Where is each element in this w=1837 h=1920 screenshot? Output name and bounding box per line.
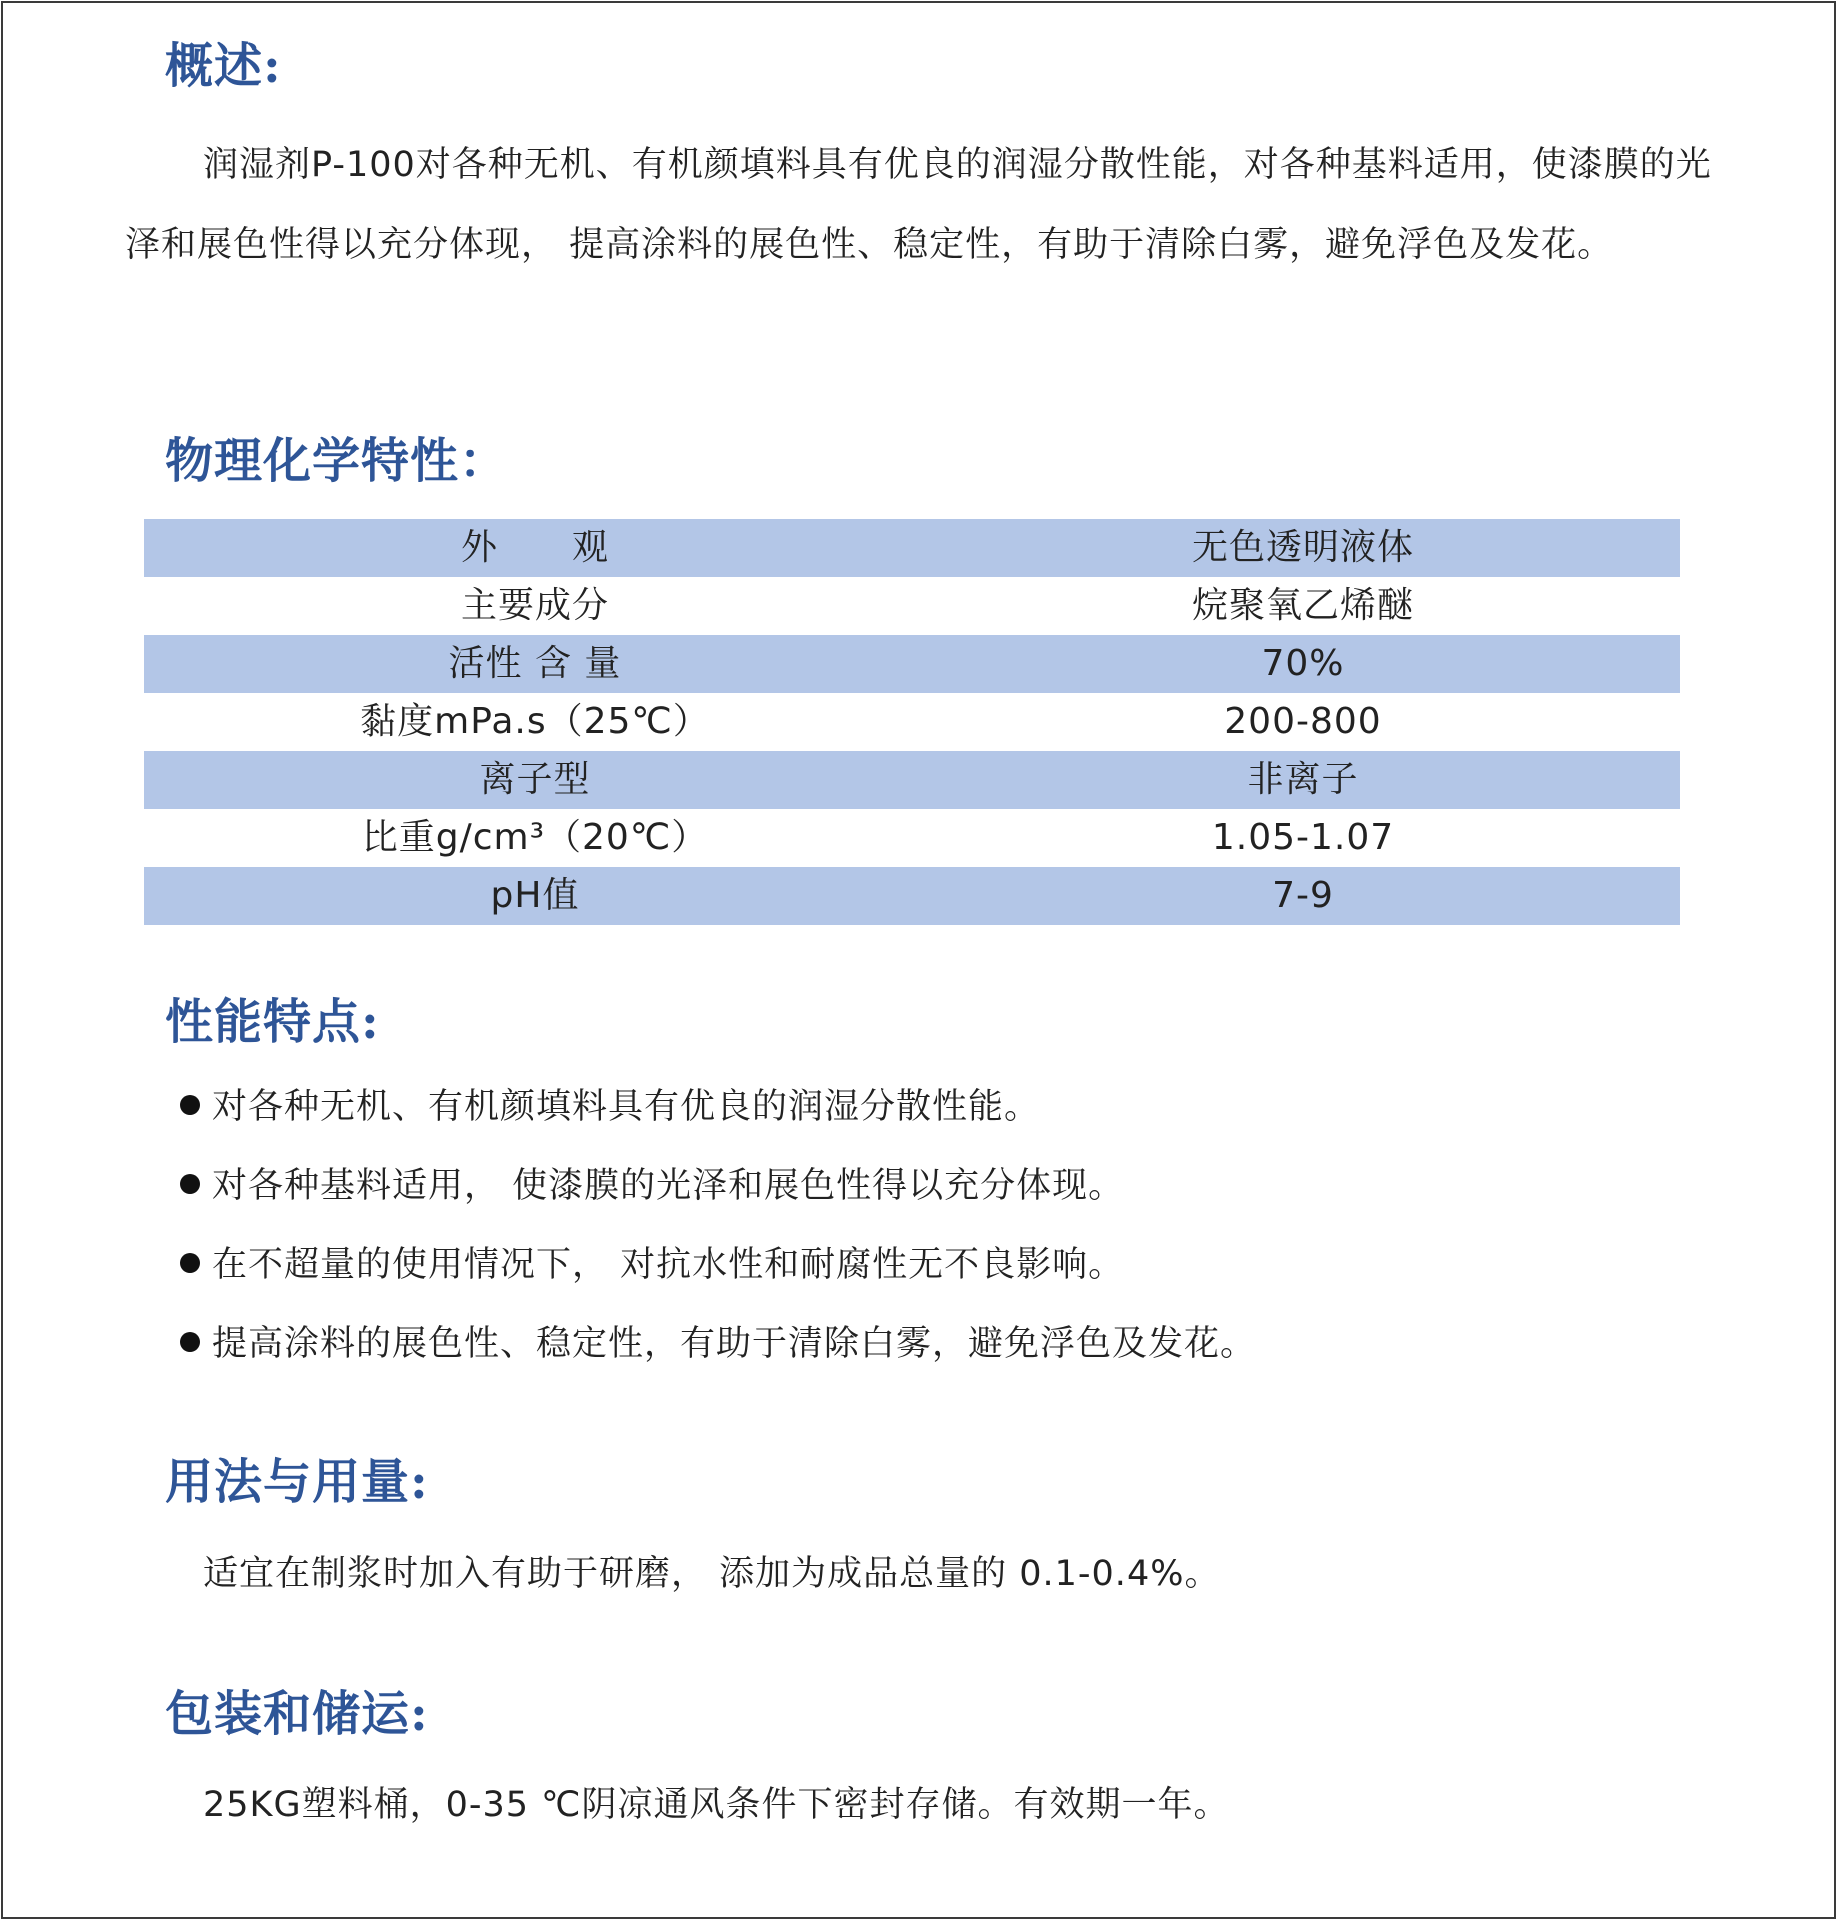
- property-label: 比重g/cm³（20℃）: [361, 817, 709, 858]
- list-item: [180, 1245, 1125, 1285]
- list-item: [180, 1324, 1257, 1364]
- overview-title: 概述:: [165, 38, 282, 94]
- table-row: [144, 809, 1680, 867]
- feature-text: 在不超量的使用情况下， 对抗水性和耐腐性无不良影响。: [212, 1245, 1125, 1285]
- property-value: 7-9: [1272, 875, 1334, 916]
- packaging-title: 包装和储运:: [165, 1686, 429, 1742]
- property-value: 烷聚氧乙烯醚: [1191, 585, 1414, 626]
- table-row: [144, 519, 1680, 577]
- property-label: 黏度mPa.s（25℃）: [360, 701, 710, 742]
- bullet-icon: [180, 1174, 200, 1194]
- list-item: [180, 1087, 1041, 1127]
- property-value: 无色透明液体: [1191, 527, 1414, 568]
- table-row: [144, 635, 1680, 693]
- bullet-icon: [180, 1332, 200, 1352]
- properties-table: [144, 519, 1680, 925]
- usage-title: 用法与用量:: [165, 1454, 429, 1510]
- feature-text: 对各种基料适用， 使漆膜的光泽和展色性得以充分体现。: [212, 1166, 1125, 1206]
- table-row: [144, 693, 1680, 751]
- property-value: 非离子: [1247, 759, 1359, 800]
- page-border: [1, 1, 1836, 1919]
- bullet-icon: [180, 1095, 200, 1115]
- property-value: 70%: [1261, 643, 1345, 684]
- property-label: 活性 含 量: [448, 643, 622, 684]
- features-title: 性能特点:: [165, 994, 380, 1050]
- property-label: 主要成分: [460, 585, 609, 626]
- usage-text: 适宜在制浆时加入有助于研磨， 添加为成品总量的 0.1-0.4%。: [203, 1554, 1221, 1594]
- list-item: [180, 1166, 1125, 1206]
- property-value: 200-800: [1224, 701, 1382, 742]
- table-row: [144, 867, 1680, 925]
- packaging-text: 25KG塑料桶，0-35 ℃阴凉通风条件下密封存储。有效期一年。: [203, 1785, 1230, 1825]
- table-row: [144, 751, 1680, 809]
- property-label: 外 观: [460, 527, 609, 568]
- bullet-icon: [180, 1253, 200, 1273]
- feature-text: 对各种无机、有机颜填料具有优良的润湿分散性能。: [212, 1087, 1041, 1127]
- feature-text: 提高涂料的展色性、稳定性，有助于清除白雾，避免浮色及发花。: [212, 1324, 1257, 1364]
- properties-title: 物理化学特性：: [165, 433, 509, 489]
- property-label: 离子型: [479, 759, 591, 800]
- table-row: [144, 577, 1680, 635]
- property-value: 1.05-1.07: [1211, 817, 1395, 858]
- property-label: pH值: [490, 875, 580, 916]
- overview-text: 润湿剂P-100对各种无机、有机颜填料具有优良的润湿分散性能，对各种基料适用，使漆膜的光泽和展色性得以充分体现， 提高涂料的展色性、稳定性，有助于清除白雾，避免浮色及发花。: [125, 145, 1712, 265]
